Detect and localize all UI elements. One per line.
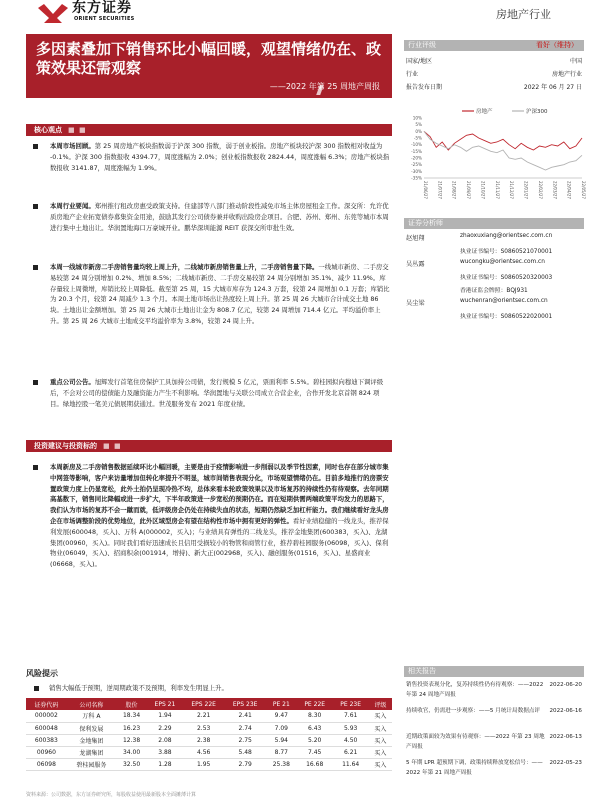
table-cell: 1.94 [147,710,183,722]
point-lead: 本周行业要闻。 [50,202,95,210]
table-cell: 5.93 [333,722,369,734]
info-row [406,56,584,66]
title-banner [26,34,392,98]
table-cell: 600048 [26,722,67,734]
y-tick-label: -30% [411,168,422,174]
table-cell: 买入 [369,722,392,734]
point-lead: 重点公司公告。 [50,378,95,386]
table-cell: 买入 [369,734,392,746]
table-cell: 5.20 [297,734,333,746]
table-cell: 4.56 [183,746,225,758]
info-row [406,82,584,92]
y-tick-label: 10% [412,115,422,121]
stock-table [26,698,392,771]
table-cell: 金地集团 [67,734,116,746]
col-header: EPS 23E [232,700,258,708]
info-key: 行业 [406,71,419,78]
table-source: 资料来源：公司数据，东方证券研究所，每股收益使用最新股本全面摊薄计算 [26,792,197,798]
x-tick-label: 22/04/27 [566,181,572,199]
table-cell: 5.48 [224,746,266,758]
invest-rest: 看好业绩稳健的一线龙头，推荐保利发展(600048，买入)、万科 A(000002，买入)；与业绩具有弹性的二线龙头，推荐金地集团(600383，买入)、龙湖集团(00960，买入)。同时我们看好迅速成长且信用受损较小的物管和商管行业，推荐碧桂园服务(06098，买入)、保利物业(06049，买入)、招商积余(001914，增持)、新大正(002968，买入)、融创服务(01516，买入)、星盛商业(06668，买入)。 [50,516,389,569]
table-cell: 5.94 [266,734,297,746]
section-core-header [26,124,392,136]
risk-text: 销售大幅低于预期，逆周期政策不及预期，利率发生明显上升。 [49,684,228,692]
table-cell: 保利发展 [67,722,116,734]
related-title[interactable]: 持续收官，仍需进一步观察：——5 月统计局数据点评 [406,708,540,714]
table-cell: 龙湖集团 [67,746,116,758]
info-value: 房地产行业 [551,71,582,78]
y-tick-label: -20% [411,155,422,161]
table-cell: 2.38 [183,734,225,746]
table-row [26,710,392,722]
related-title[interactable]: 近期政策面较为效果有待观察：——2022 年第 23 周地产周报 [406,734,545,750]
col-header: 股价 [125,701,138,709]
table-cell: 2.74 [224,722,266,734]
analysts-header [404,218,584,229]
risk-title: 风险提示 [26,669,58,678]
bullet-icon [33,144,38,149]
core-point [34,262,392,327]
section-title: 投资建议与投资标的 [34,442,97,450]
table-row [26,722,392,734]
table-cell: 2.79 [224,758,266,770]
table-row [26,734,392,746]
table-cell: 25.38 [266,758,297,770]
y-tick-label: -25% [411,162,422,168]
point-text: 一线城市新房、二手房交易较第 24 周分别增加 0.2%、增加 8.5%；二线城市新房、二手房交易较第 24 周分别增加 35.1%、减少 11.9%。库存量较上周微增，库销比较上周降低。截至第 25 周，15 大城市库存为 124.3 万套，较第 24 周增加 0.1 万套；库销比为 20.3 个月，较第 24 周减少 1.3 个月。本周土地市场出让热度较上周上升。第 25 周 26 大城市合计成交土地 86 块。土地出让金额增加。第 25 周 26 大城市土地出让金为 808.7 亿元，较第 24 周增加 714.4 亿元。平均溢价率上升。第 25 周 26 大城市土地成交平均溢价率为 3.8%，较第 24 周上升。 [50,263,390,325]
y-tick-label: -35% [411,175,422,181]
section-dots: ■ ■ [103,442,122,450]
col-header: PE 23E [340,700,362,708]
logo [36,2,166,24]
legend-label: 沪深300 [526,109,548,115]
series-line-1 [424,131,582,170]
related-report[interactable] [406,680,582,700]
related-report[interactable] [406,758,582,778]
section-dots: ■ ■ [68,126,87,134]
bullet-icon [33,265,38,270]
analyst-email[interactable]: wuchenran@orientsec.com.cn [460,298,548,304]
related-date: 2022-06-13 [549,734,582,740]
analyst-cert: 执业证书编号：S0860521070001 [460,249,553,255]
x-tick-label: 21/12/27 [509,181,515,199]
table-cell: 买入 [369,746,392,758]
table-cell: 2.41 [224,710,266,722]
risk-item [34,683,228,692]
table-cell: 00960 [26,746,67,758]
industry-title: 房地产行业 [496,8,551,21]
table-row [26,758,392,770]
table-cell: 买入 [369,758,392,770]
table-header-row [26,698,392,710]
relative-performance-chart [402,104,588,200]
table-cell: 8.30 [297,710,333,722]
table-cell: 6.43 [297,722,333,734]
y-tick-label: -10% [411,142,422,148]
info-key: 报告发布日期 [406,84,443,91]
col-header: PE 22E [304,700,326,708]
y-tick-label: 5% [415,122,422,128]
col-header: PE 21 [272,700,290,708]
info-value: 中国 [569,58,582,65]
legend-label: 房地产 [476,109,493,115]
point-text: 旭辉发行首笔住房保护工具加持公司债，发行规模 5 亿元，票面利率 5.5%。碧桂园拟向穆迪下调评级后，不会对公司的偿债能力及融资能力产生不利影响。华润置地与关联公司成立合营企业，合作开发北京首钢 824 项目。绿地控股一笔美元债展期获通过。世茂服务发布 2021 年度业绩。 [50,378,384,408]
x-tick-label: 21/06/27 [423,181,428,199]
table-cell: 7.45 [297,746,333,758]
table-cell: 3.88 [147,746,183,758]
table-cell: 1.95 [183,758,225,770]
col-header: 评级 [374,701,387,709]
table-cell: 06098 [26,758,67,770]
table-row [26,746,392,758]
x-tick-label: 21/11/27 [494,181,500,199]
col-header: 证券代码 [34,701,59,709]
y-tick-label: -15% [411,148,422,154]
x-tick-label: 22/02/27 [537,181,543,199]
analyst-cert: 执业证书编号：S0860522020001 [460,314,553,320]
table-cell: 7.61 [333,710,369,722]
col-header: 公司名称 [79,701,104,709]
section-title: 核心观点 [34,126,62,134]
related-report[interactable] [406,732,582,752]
analysts-label: 证券分析师 [408,219,443,227]
core-point [34,141,392,173]
table-cell: 6.21 [333,746,369,758]
table-cell: 7.09 [266,722,297,734]
table-cell: 4.50 [333,734,369,746]
table-cell: 16.23 [116,722,147,734]
table-cell: 1.28 [147,758,183,770]
related-title[interactable]: 销售投资表现分化，复苏持续性仍有待观察：——2022 年第 24 周地产周报 [406,682,544,698]
report-title: 多因素叠加下销售环比小幅回暖，观望情绪仍在、政策效果还需观察 [36,40,382,77]
orient-logo-icon [36,2,70,24]
table-cell: 2.53 [183,722,225,734]
rating-header [404,40,584,51]
bullet-icon [33,380,38,385]
x-tick-label: 22/01/27 [523,181,529,199]
analyst-cert: 执业证书编号：S0860520320003 [460,275,553,281]
y-tick-label: -5% [413,135,422,141]
analyst-email[interactable]: wucongku@orientsec.com.cn [460,259,545,265]
logo-text-cn: 东方证券 [72,0,132,16]
x-tick-label: 21/07/27 [437,181,443,199]
table-cell: 000002 [26,710,67,722]
section-invest-header [26,440,392,452]
table-cell: 万科 A [67,710,116,722]
related-title[interactable]: 5 年期 LPR 超预期下调，政策持续释放宽松信号：——2022 年第 21 周地产周报 [406,760,543,776]
table-cell: 600383 [26,734,67,746]
rating-value: 看好（维持） [536,41,578,49]
bullet-icon [34,686,39,691]
x-tick-label: 21/09/27 [466,181,472,199]
table-cell: 16.68 [297,758,333,770]
y-tick-label: 0% [415,128,422,134]
related-date: 2022-06-16 [549,708,582,714]
logo-text-en: ORIENT SECURITIES [74,16,135,22]
analyst-name: 赵旭翔 [406,235,425,242]
x-tick-label: 21/08/27 [451,181,457,199]
rating-label: 行业评级 [408,41,436,49]
info-key: 国家/地区 [406,58,433,65]
table-cell: 18.34 [116,710,147,722]
related-label: 相关报告 [408,667,436,675]
bullet-icon [33,204,38,209]
table-cell: 2.08 [147,734,183,746]
x-tick-label: 22/03/27 [552,181,558,199]
col-header: EPS 21 [154,700,176,708]
table-cell: 2.75 [224,734,266,746]
analyst-email[interactable]: zhaoxuxiang@orientsec.com.cn [460,233,553,239]
analyst-name: 吴尘梁 [406,300,425,307]
analyst-name: 吴丛露 [406,261,425,268]
table-cell: 12.38 [116,734,147,746]
related-date: 2022-06-20 [549,682,582,688]
point-text: 郑州推行租改房惠受政策支持。住建部等八部门推动阶段性减免市场主体房屋租金工作。深交所：允许优质房地产企业拓宽债券募集资金用途，鼓励其发行公司债券兼并收购出险房企项目。合肥、苏州、郑州、东莞等城市本周进行集中土地出让。华润置地海口万豪城开业。鹏华深圳能源 REIT 获深交所审批生效。 [50,202,389,232]
x-tick-label: 22/05/27 [581,181,586,199]
table-cell: 碧桂园服务 [67,758,116,770]
point-lead: 本周市场回顾。 [50,142,95,150]
table-cell: 2.29 [147,722,183,734]
related-date: 2022-05-23 [549,760,582,766]
table-cell: 34.00 [116,746,147,758]
table-cell: 2.21 [183,710,225,722]
info-value: 2022 年 06 月 27 日 [523,84,582,91]
related-report[interactable] [406,706,582,716]
related-header [404,666,584,677]
col-header: EPS 22E [191,700,216,708]
analyst-hk-license: 香港证监会牌照：BQJ931 [460,288,528,294]
core-point [34,201,392,233]
table-cell: 买入 [369,710,392,722]
point-text: 第 25 周房地产板块指数弱于沪深 300 指数，弱于创业板指。房地产板块较沪深 300 指数相对收益为 -0.1%。沪深 300 指数报收 4394.77，周度涨幅为 2.0%；创业板指数报收 2824.44，周度涨幅 6.3%；房地产板块指数报收 3141.87，周度涨幅为 1.9%。 [50,142,390,172]
core-point [34,377,392,409]
x-tick-label: 21/10/27 [480,181,486,199]
point-lead: 本周一线城市新房二手房销售量均较上周上升，二线城市新房销售量上升，二手房销售量下降。 [50,263,319,271]
series-line-0 [424,131,582,150]
table-cell: 9.47 [266,710,297,722]
bullet-icon [33,465,38,470]
info-row [406,69,584,79]
table-cell: 8.77 [266,746,297,758]
table-cell: 11.64 [333,758,369,770]
invest-lead: 本周新房及二手房销售数据延续环比小幅回暖，主要是由于疫情影响进一步削弱以及季节性因素，同时也存在部分城市集中网签等影响，客户来访量增加但转化率提升不明显，城市间销售表现分化，市场观望情绪仍在。目前多地推行的房票安置政策力度上仍显宽松，此外土拍仍呈现冷热不均，总体来看本轮政策效果以及市场复苏的持续性仍有待观察。去年同期高基数下，销售同比降幅或进一步扩大，下半年政策进一步宽松的预期仍在。而在短期供需两端政策平均发力的思路下，我们认为市场的复苏不会一蹴而就，低评级房企仍处在持续失血的状态，短期仍然缺乏加杠杆能力。我们继续看好龙头房企在市场调整阶段的优势地位，此外区域型房企有望在结构性市场中拥有更好的弹性。 [50,463,389,525]
invest-paragraph [34,462,392,570]
report-subtitle: ——2022 年第 25 周地产周报 [269,82,380,91]
table-cell: 32.50 [116,758,147,770]
